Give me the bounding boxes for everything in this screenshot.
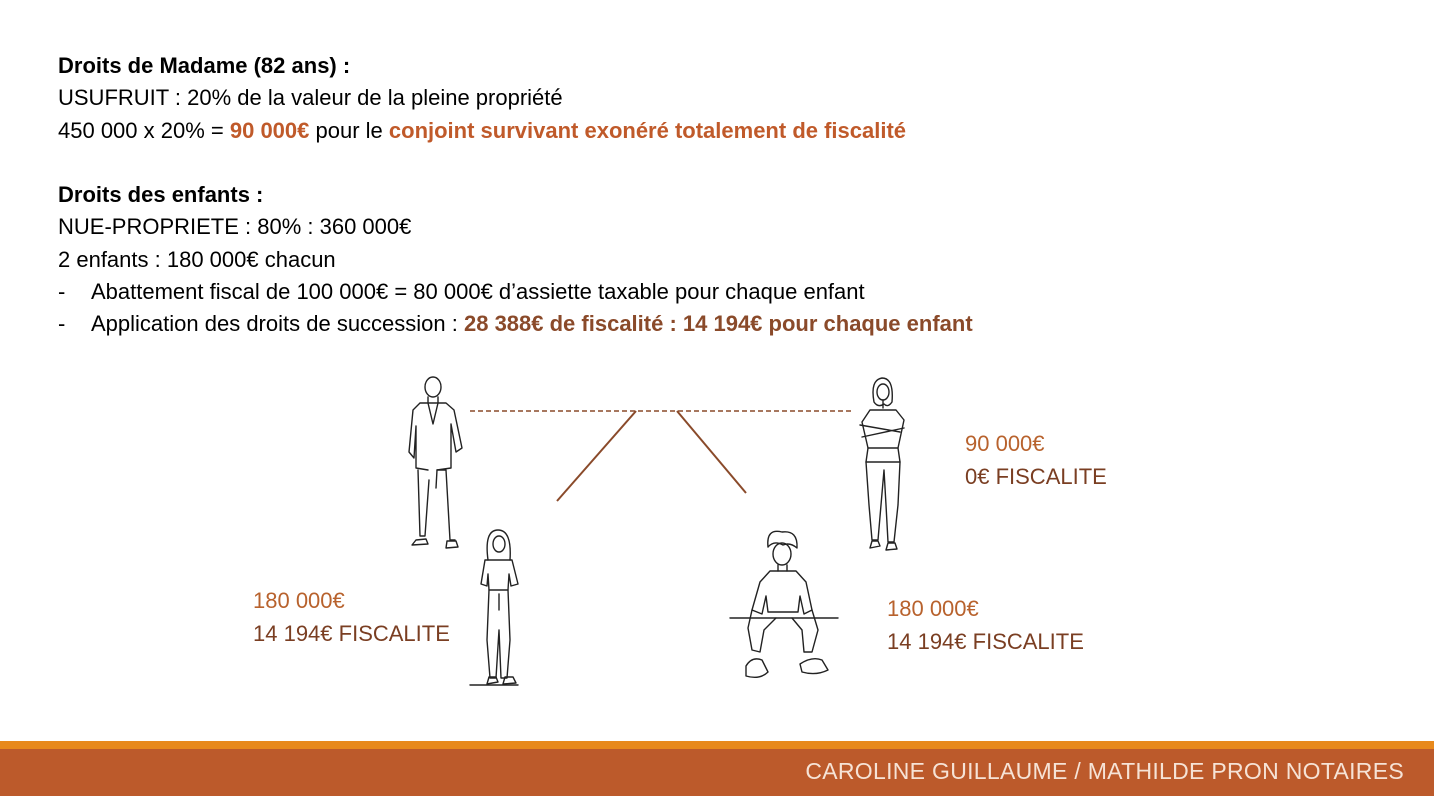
bullet-abattement-text: Abattement fiscal de 100 000€ = 80 000€ d’assiette taxable pour chaque enfant [91, 279, 865, 305]
calc-middle: pour le [309, 117, 389, 143]
enfants-heading: Droits des enfants : [58, 182, 264, 208]
conjoint-tax: 0€ FISCALITE [965, 464, 1107, 489]
enfant2-amount: 180 000€ [887, 596, 979, 621]
footer-text: CAROLINE GUILLAUME / MATHILDE PRON NOTAIRES [805, 758, 1404, 784]
footer-bar [0, 749, 1434, 796]
calc-amount: 90 000€ [229, 117, 310, 143]
madame-usufruit: USUFRUIT : 20% de la valeur de la pleine propriété [58, 85, 563, 111]
enfant1-tax: 14 194€ FISCALITE [253, 621, 450, 646]
bullet-mark: - [58, 279, 66, 305]
madame-heading: Droits de Madame (82 ans) : [58, 53, 351, 78]
calc-highlight: conjoint survivant exonéré totalement de fiscalité [388, 117, 907, 143]
child-branch-right [677, 411, 746, 493]
enfants-nue-propriete: NUE-PROPRIETE : 80% : 360 000€ [58, 214, 412, 240]
enfants-split: 2 enfants : 180 000€ chacun [58, 246, 336, 272]
husband-figure-icon [409, 377, 462, 548]
bullet-mark: - [58, 311, 66, 337]
son-figure-icon [730, 531, 838, 677]
conjoint-amount: 90 000€ [965, 431, 1045, 456]
calc-prefix: 450 000 x 20% = [58, 117, 230, 143]
wife-figure-icon [860, 378, 904, 550]
enfant1-share-label [253, 584, 450, 650]
child-branch-left [557, 411, 636, 501]
footer-stripe [0, 741, 1434, 749]
bullet-droits-highlight: 28 388€ de fiscalité : 14 194€ pour chaque enfant [463, 311, 973, 337]
enfant1-amount: 180 000€ [253, 588, 345, 613]
conjoint-share-label [965, 427, 1107, 493]
enfant2-share-label [887, 592, 1084, 658]
enfant2-tax: 14 194€ FISCALITE [887, 629, 1084, 654]
bullet-droits-text: Application des droits de succession : [91, 311, 464, 337]
daughter-figure-icon [470, 530, 518, 685]
